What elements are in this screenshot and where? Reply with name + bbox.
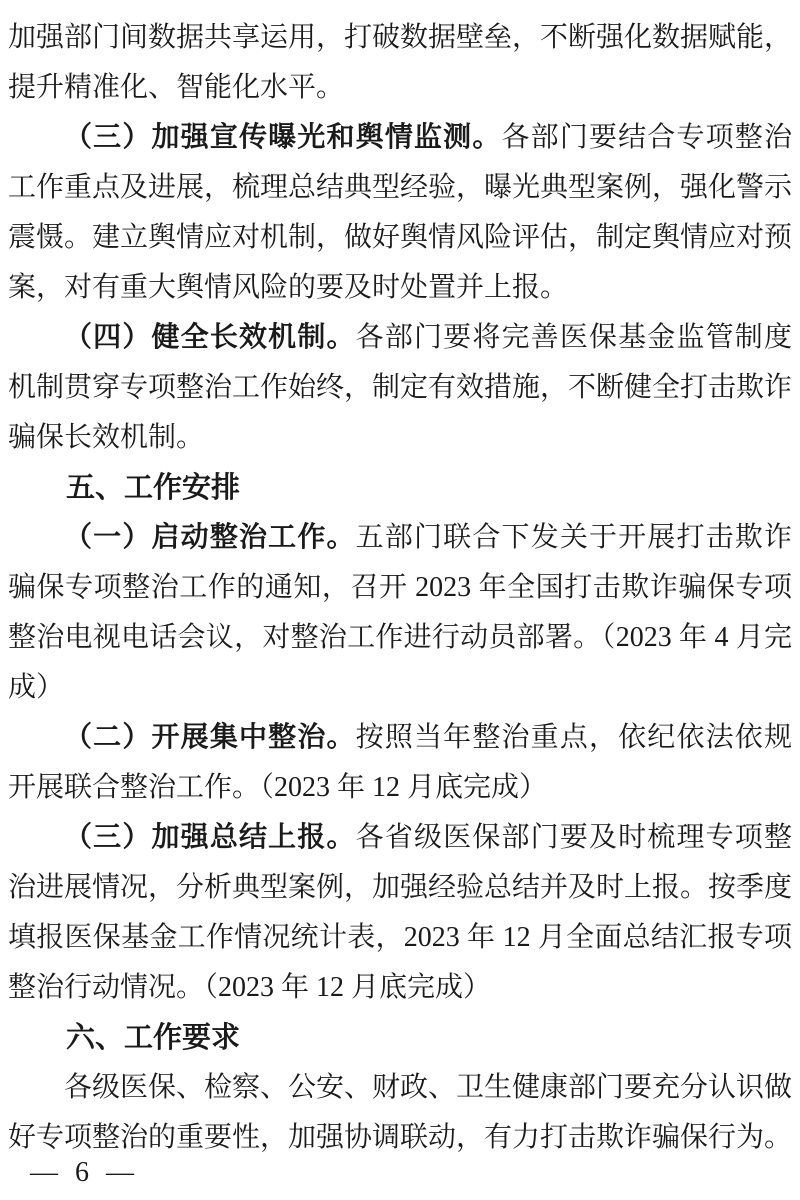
run-in-heading: （三）加强宣传曝光和舆情监测。	[64, 122, 502, 153]
paragraph-text: 五部门联合下发关于开展打击欺诈骗保专项整治工作的通知，召开 2023 年全国打击欺诈骗保专项整治电视电话会议，对整治工作进行动员部署。（2023 年 4 月完成）	[8, 522, 792, 703]
paragraph-text: 各部门要将完善医保基金监管制度机制贯穿专项整治工作始终，制定有效措施，不断健全打击欺诈骗保长效机制。	[8, 322, 793, 453]
run-in-heading: （二）开展集中整治。	[64, 722, 356, 753]
page-number: — 6 —	[30, 1157, 134, 1188]
run-in-heading: （三）加强总结上报。	[64, 822, 356, 853]
paragraph-requirements-intro	[8, 1063, 792, 1163]
section-heading-six-work-requirements: 六、工作要求	[66, 1022, 241, 1054]
run-in-heading: （四）健全长效机制。	[64, 322, 356, 353]
paragraph-item-3-reporting	[8, 813, 792, 1013]
paragraph-item-3-publicity	[8, 113, 792, 313]
paragraph-item-4-mechanism	[8, 313, 792, 463]
paragraph-item-2-concentrated	[8, 713, 792, 813]
paragraph-continuation	[8, 13, 792, 113]
paragraph-text: 各级医保、检察、公安、财政、卫生健康部门要充分认识做好专项整治的重要性，加强协调联动，有力打击欺诈骗保行为。	[8, 1072, 793, 1153]
paragraph-text: 按照当年整治重点，依纪依法依规开展联合整治工作。（2023 年 12 月底完成）	[8, 722, 792, 803]
paragraph-text: 各部门要结合专项整治工作重点及进展，梳理总结典型经验，曝光典型案例，强化警示震慑。建立舆情应对机制，做好舆情风险评估，制定舆情应对预案，对有重大舆情风险的要及时处置并上报。	[8, 122, 793, 303]
paragraph-item-1-launch	[8, 513, 792, 713]
run-in-heading: （一）启动整治工作。	[64, 522, 356, 553]
paragraph-text: 各省级医保部门要及时梳理专项整治进展情况，分析典型案例，加强经验总结并及时上报。按季度填报医保基金工作情况统计表，2023 年 12 月全面总结汇报专项整治行动情况。（2023 年 12 月底完成）	[8, 822, 793, 1003]
paragraph-text: 加强部门间数据共享运用，打破数据壁垒，不断强化数据赋能，提升精准化、智能化水平。	[8, 22, 793, 103]
section-heading-five-work-arrangement: 五、工作安排	[66, 472, 241, 504]
